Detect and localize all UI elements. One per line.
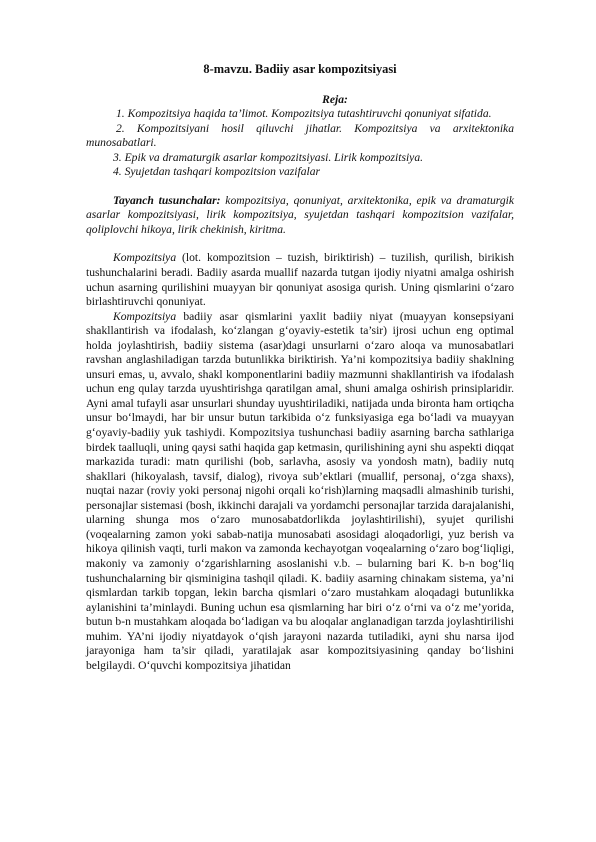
plan-item: 2. Kompozitsiyani hosil qiluvchi jihatlar. Kompozitsiya va arxitektonika munosabatlari. [86,121,514,150]
plan-item: 3. Epik va dramaturgik asarlar kompozitsiyasi. Lirik kompozitsiya. [113,150,424,164]
plan-heading: Reja: [322,92,348,106]
paragraph-term: Kompozitsiya [113,251,177,265]
key-concepts-text: kompozitsiya, qonuniyat, arxitektonika, epik va dramaturgik asarlar kompozitsiyasi, lirik kompozitsiya, syujetdan tashqari kompozitsion vazifalar, qoliplovchi hikoya, lirik chekinish, kiritma. [86,193,514,236]
plan-list [86,107,514,180]
page-title: 8-mavzu. Badiiy asar kompozitsiyasi [203,62,397,76]
paragraph [86,251,514,309]
paragraph-text: badiiy asar qismlarini yaxlit badiiy niyat (muayyan konsepsiyani shakllantirish va ifodalash, ko‘zlangan g‘oyaviy-estetik ta’sir) ijrosi uchun eng optimal holda joylashtirish, badiiy sistema (asar)dagi unsurlarni o‘zaro aloqa va munosabatlari ravshan anglashiladigan tarzda butunlikka biriktirish. Ya’ni kompozitsiya badiiy shaklning unsuri emas, u, avvalo, shakl komponentlarini badiiy mazmunni shakllantirish va ifodalash uchun eng qulay tarzda uyushtirishga qaratilgan amal, shuni amalga oshirish prinsiplaridir. Ayni amal tufayli asar unsurlari shunday uyushtiriladiki, natijada unda bironta ham ortiqcha unsur bo‘lmaydi, har bir unsur butun tarkibida o‘z funksiyasiga ega bo‘ladi va muayyan g‘oyaviy-badiiy yuk tashiydi. Kompozitsiya tushunchasi badiiy asarning barcha sathlariga birdek taalluqli, uning qaysi sathi haqida gap ketmasin, qurilishining ayni shu aspekti diqqat markazida turadi: matn qurilishi (bob, sarlavha, asosiy va yondosh matn), badiiy nutq shakllari (hikoyalash, tavsif, dialog), rivoya sub’ektlari (muallif, personaj, o‘zga shaxs), nuqtai nazar (roviy yoki personaj nigohi orqali ko‘rish)larning maqsadli almashinib turishi, personajlar sistemasi (bosh, ikkinchi darajali va yordamchi personajlar tarzida darajalanishi, ularning shunga mos o‘zaro munosabatdorlikda joylashtirilishi), syujet qurilishi (voqealarning zamon yoki sabab-natija munosabati asosidagi aloqadorligi, yuz berish va hikoya qilinish vaqti, turli makon va zamonda kechayotgan voqealarning o‘zaro bog‘liqligi, makoniy va zamoniy o‘zgarishlarning asoslanishi v.b. – bularning bari K. b-n bog‘liq tushunchalarning bir qisminigina tashqil qiladi. K. badiiy asarning chinakam sistema, ya’ni qismlardan tarkib topgan, lekin barcha qismlari o‘zaro mustahkam aloqadagi butunlikka aylanishini ta’minlaydi. Buning uchun esa qismlarning har biri o‘z o‘rni va o‘z me’yorida, butun b-n mustahkam aloqada bo‘ladigan va bu aloqalar anglanadigan tarzda joylashtirilishi muhim. YA’ni ijodiy niyatdayok o‘qish jarayoni nazarda tutiladiki, ayni shu narsa ijod jarayoniga ham ta’sir qiladi, yaratilajak asar kompozitsiyasining qanday bo‘lishini belgilaydi. O‘quvchi kompozitsiya jihatidan [86,309,514,672]
plan-item: 1. Kompozitsiya haqida ta’limot. Kompozitsiya tutashtiruvchi qonuniyat sifatida. [116,107,492,121]
key-concepts-label: Tayanch tusunchalar: [113,193,221,207]
key-concepts [86,194,514,238]
paragraph [86,310,514,674]
document-body [86,62,514,673]
paragraph-term: Kompozitsiya [113,309,177,323]
plan-item: 4. Syujetdan tashqari kompozitsion vazifalar [113,165,321,179]
paragraph-text: (lot. kompozitsion – tuzish, biriktirish) – tuzilish, qurilish, birikish tushunchalarini beradi. Badiiy asarda muallif nazarda tutgan ijodiy niyatni amalga oshirish uchun asarning qurilishini muayyan bir qonuniyat asosiga qurish. Uning qismlarini o‘zaro birlashtiruvchi qonuniyat. [86,251,514,309]
